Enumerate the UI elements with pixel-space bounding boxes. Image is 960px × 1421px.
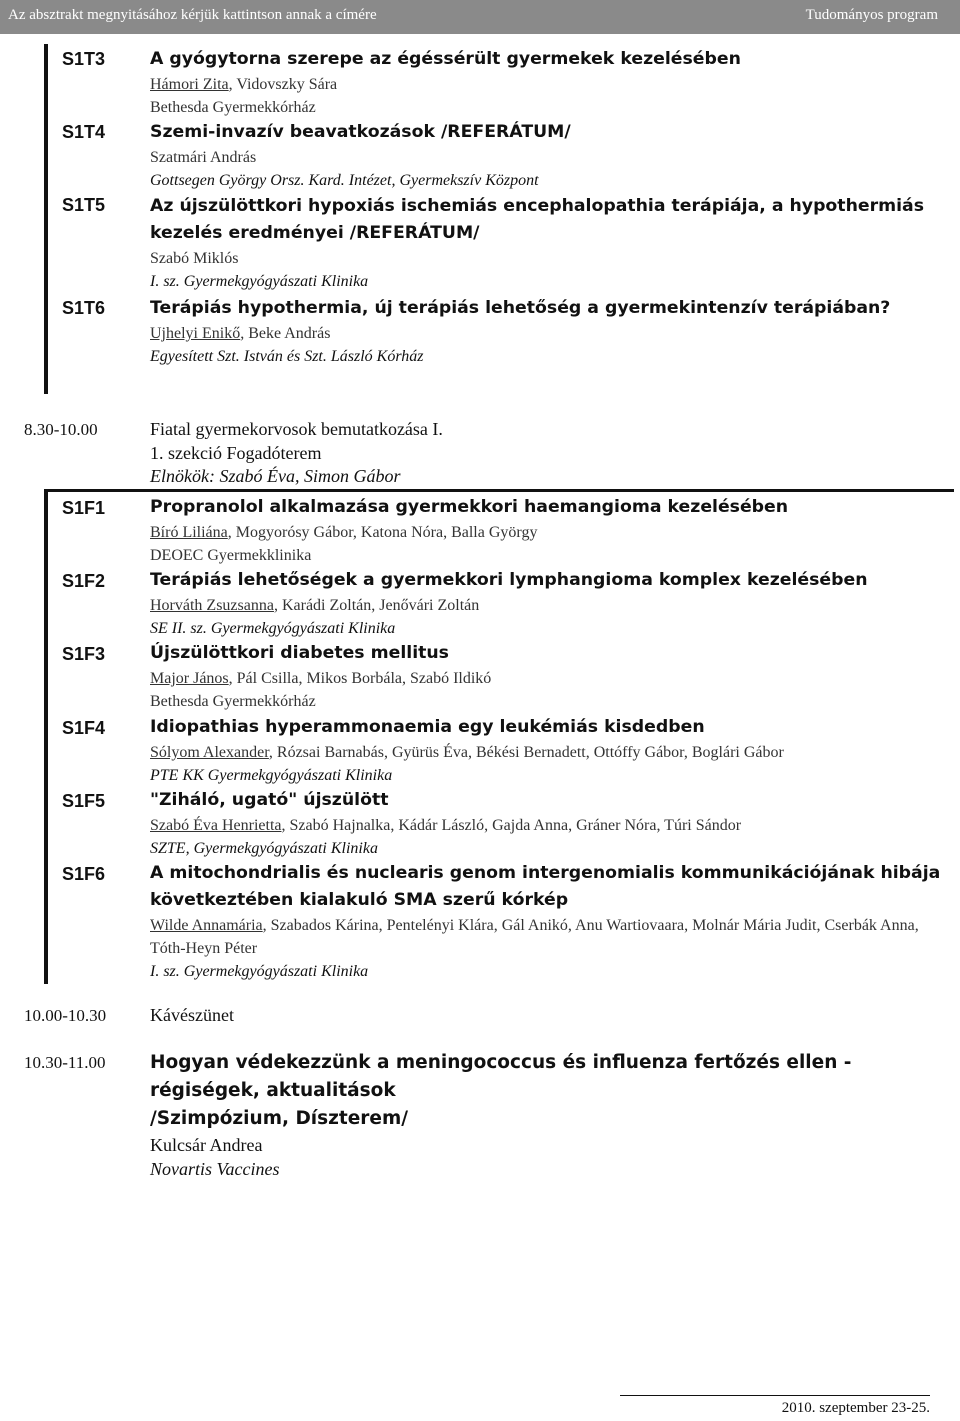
talk-authors	[150, 322, 950, 345]
talk-authors	[150, 914, 950, 960]
presenting-author: Ujhelyi Enikő	[150, 325, 241, 342]
session-time: 8.30-10.00	[24, 420, 98, 439]
co-authors: , Szabó Hajnalka, Kádár László, Gajda Anna, Gráner Nóra, Túri Sándor	[281, 817, 742, 834]
talk-code: S1T3	[62, 49, 106, 69]
talk-title[interactable]: Idiopathias hyperammonaemia egy leukémiás kisdedben	[150, 717, 705, 737]
talk-entry	[150, 46, 950, 119]
presenting-author: Wilde Annamária	[150, 917, 263, 934]
co-authors: , Rózsai Barnabás, Gyürüs Éva, Békési Bernadett, Ottóffy Gábor, Boglári Gábor	[268, 744, 784, 761]
talk-title[interactable]: Újszülöttkori diabetes mellitus	[150, 643, 449, 663]
talk-institution: SE II. sz. Gyermekgyógyászati Klinika	[150, 620, 396, 637]
talk-code: S1F4	[62, 718, 106, 738]
talk-authors	[150, 741, 950, 764]
presenting-author: Horváth Zsuzsanna	[150, 597, 274, 614]
co-authors: , Karádi Zoltán, Jenővári Zoltán	[273, 597, 480, 614]
symposium-entry	[150, 1049, 890, 1181]
talk-institution: Gottsegen György Orsz. Kard. Intézet, Gyermekszív Központ	[150, 172, 539, 189]
talk-title[interactable]: Terápiás lehetőségek a gyermekkori lymphangioma komplex kezelésében	[150, 570, 868, 590]
talk-authors: Szabó Miklós	[150, 250, 239, 267]
session-room: 1. szekció Fogadóterem	[150, 443, 322, 463]
co-authors: , Pál Csilla, Mikos Borbála, Szabó Ildikó	[228, 670, 492, 687]
talk-code: S1T6	[62, 298, 106, 318]
talk-title[interactable]: A gyógytorna szerepe az égéssérült gyermekek kezelésében	[150, 49, 741, 69]
footer-rule	[620, 1395, 930, 1396]
co-authors: , Szabados Kárina, Pentelényi Klára, Gál Anikó, Anu Wartiovaara, Molnár Mária Judit, Cserbák Anna, Tóth-Heyn Péter	[150, 917, 919, 957]
talk-code: S1F1	[62, 498, 106, 518]
footer-date: 2010. szeptember 23-25.	[781, 1400, 930, 1416]
symposium-title[interactable]: Hogyan védekezzünk a meningococcus és influenza fertőzés ellen - régiségek, aktualitások	[150, 1052, 852, 1101]
co-authors: , Mogyorósy Gábor, Katona Nóra, Balla György	[227, 524, 538, 541]
talk-institution: I. sz. Gyermekgyógyászati Klinika	[150, 273, 369, 290]
talk-code: S1T4	[62, 122, 106, 142]
header-section-title: Tudományos program	[805, 7, 938, 23]
talk-entry	[150, 494, 950, 567]
talk-title[interactable]: A mitochondrialis és nuclearis genom intergenomialis kommunikációjának hibája következtében kialakuló SMA szerű kórkép	[150, 863, 941, 910]
block-vertical-rule	[44, 44, 48, 394]
symposium-speaker: Kulcsár Andrea	[150, 1135, 263, 1155]
talk-entry	[150, 714, 950, 787]
talk-institution: DEOEC Gyermekklinika	[150, 547, 312, 564]
symposium-subtitle: /Szimpózium, Díszterem/	[150, 1108, 409, 1129]
talk-institution: Bethesda Gyermekkórház	[150, 99, 316, 116]
talk-entry	[150, 193, 950, 293]
break-time: 10.00-10.30	[24, 1006, 107, 1025]
session-chairs: Elnökök: Szabó Éva, Simon Gábor	[150, 466, 401, 486]
presenting-author: Sólyom Alexander	[150, 744, 269, 761]
presenting-author: Hámori Zita	[150, 76, 229, 93]
talk-authors	[150, 667, 950, 690]
talk-institution: Egyesített Szt. István és Szt. László Kórház	[150, 348, 424, 365]
talk-entry	[150, 295, 950, 368]
presenting-author: Major János	[150, 670, 229, 687]
talk-code: S1T5	[62, 195, 106, 215]
talk-institution: Bethesda Gyermekkórház	[150, 693, 316, 710]
break-label: Kávészünet	[150, 1005, 234, 1025]
header-link-text[interactable]: Az absztrakt megnyitásához kérjük kattintson annak a címére	[8, 7, 377, 23]
talk-code: S1F2	[62, 571, 106, 591]
talk-code: S1F3	[62, 644, 106, 664]
presenting-author: Szabó Éva Henrietta	[150, 817, 282, 834]
talk-title[interactable]: "Ziháló, ugató" újszülött	[150, 790, 389, 810]
talk-title[interactable]: Terápiás hypothermia, új terápiás lehetőség a gyermekintenzív terápiában?	[150, 298, 891, 318]
header-bar	[0, 0, 960, 34]
talk-entry	[150, 119, 950, 192]
talk-authors	[150, 594, 950, 617]
talk-authors	[150, 521, 950, 544]
session-divider	[44, 489, 954, 492]
talk-entry	[150, 787, 950, 860]
talk-institution: PTE KK Gyermekgyógyászati Klinika	[150, 767, 393, 784]
talk-code: S1F6	[62, 864, 106, 884]
talk-institution: I. sz. Gyermekgyógyászati Klinika	[150, 963, 369, 980]
talk-entry	[150, 860, 950, 983]
talk-title[interactable]: Propranolol alkalmazása gyermekkori haemangioma kezelésében	[150, 497, 789, 517]
talk-entry	[150, 567, 950, 640]
talk-authors	[150, 814, 950, 837]
symposium-sponsor: Novartis Vaccines	[150, 1159, 280, 1179]
session-title: Fiatal gyermekorvosok bemutatkozása I.	[150, 419, 443, 439]
co-authors: , Vidovszky Sára	[228, 76, 338, 93]
talk-institution: SZTE, Gyermekgyógyászati Klinika	[150, 840, 378, 857]
talk-authors	[150, 73, 950, 96]
co-authors: , Beke András	[240, 325, 331, 342]
talk-title[interactable]: Szemi-invazív beavatkozások /REFERÁTUM/	[150, 122, 571, 142]
talk-authors: Szatmári András	[150, 149, 257, 166]
symposium-time: 10.30-11.00	[24, 1053, 106, 1072]
talk-code: S1F5	[62, 791, 106, 811]
block-vertical-rule	[44, 490, 48, 984]
talk-title[interactable]: Az újszülöttkori hypoxiás ischemiás encephalopathia terápiája, a hypothermiás kezelés eredményei /REFERÁTUM/	[150, 196, 924, 243]
talk-entry	[150, 640, 950, 713]
presenting-author: Bíró Liliána	[150, 524, 228, 541]
